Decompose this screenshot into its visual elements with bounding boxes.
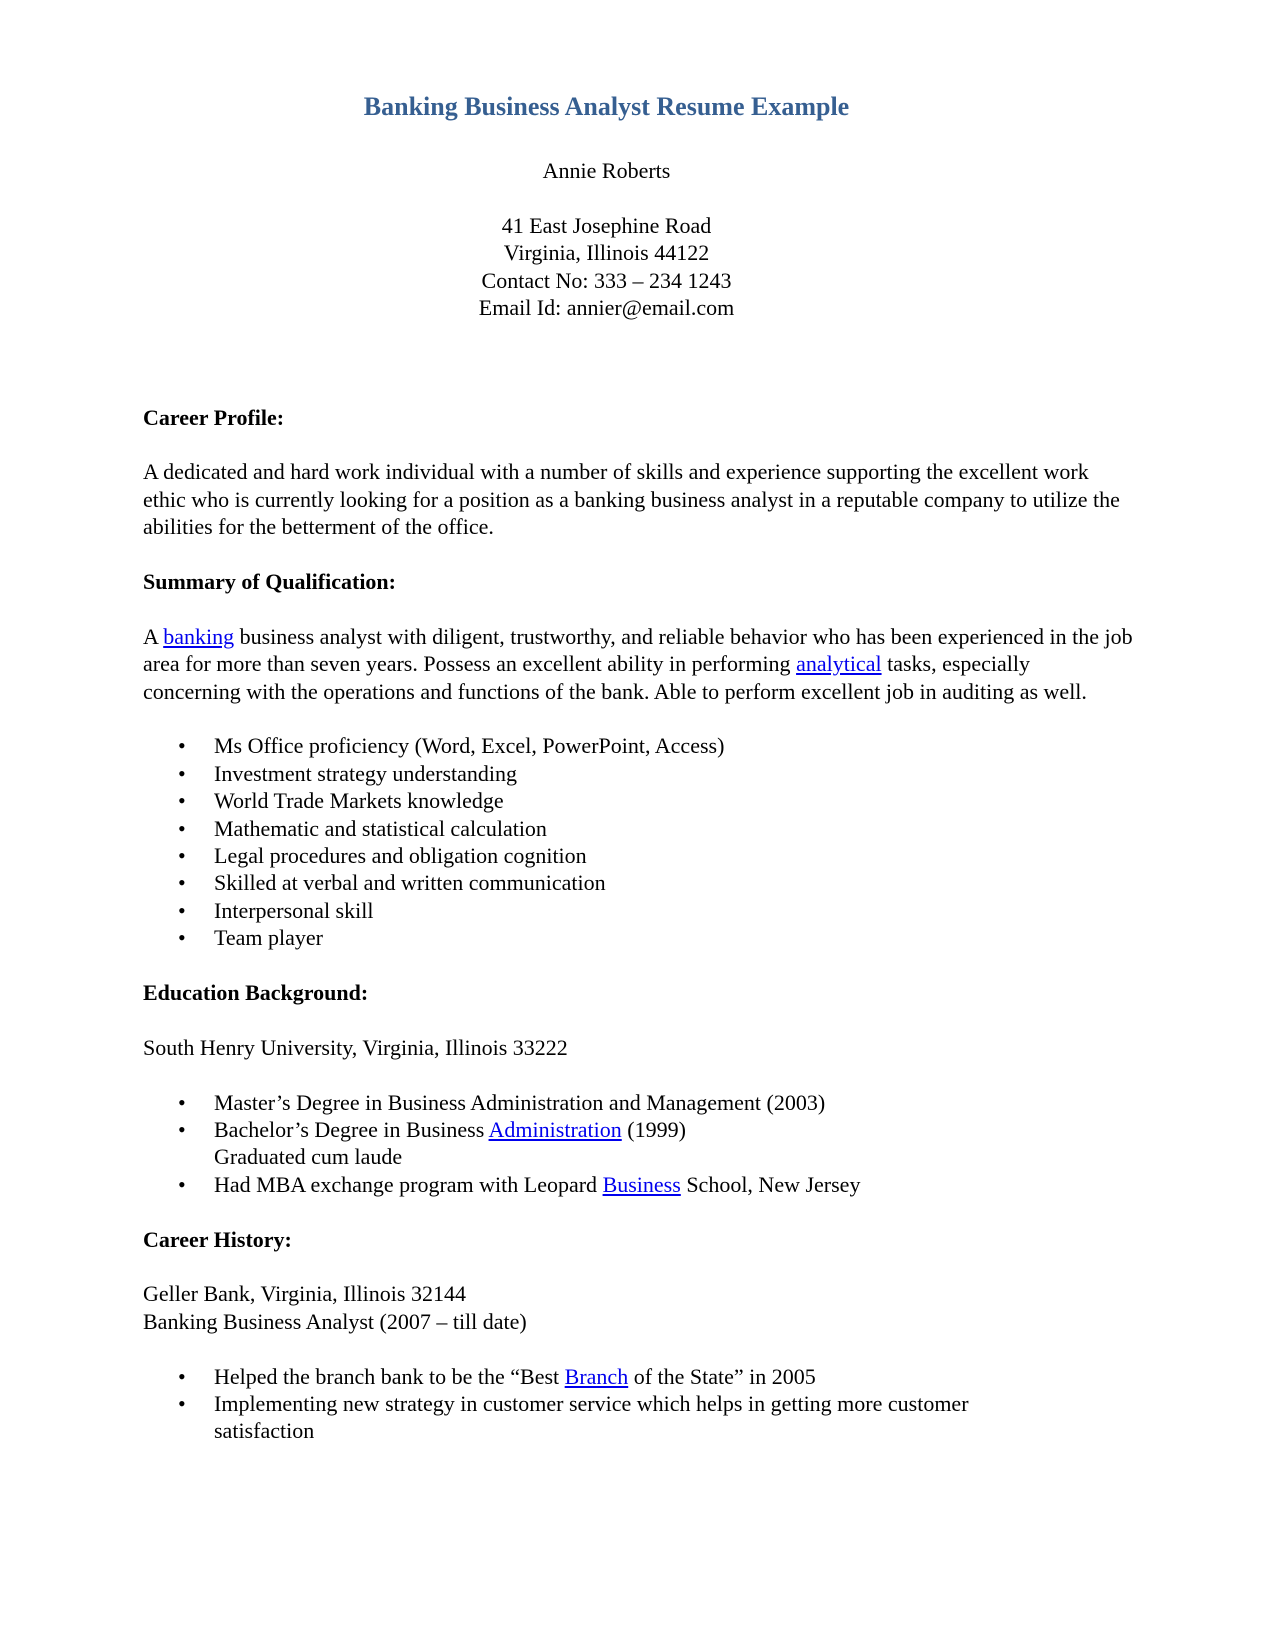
summary-text (143, 623, 1133, 705)
list-item: • Master’s Degree in Business Administration and Management (2003) (143, 1089, 1133, 1116)
career-profile-heading: Career Profile: (143, 404, 285, 430)
list-item: • World Trade Markets knowledge (143, 787, 1133, 814)
branch-link[interactable]: Branch (564, 1363, 629, 1389)
list-item: • Mathematic and statistical calculation (143, 815, 1133, 842)
career-profile-text: A dedicated and hard work individual with a number of skills and experience supporting the excellent work ethic who is currently looking for a position as a banking business analyst in a reputable company to utilize the abilities for the betterment of the office. (143, 459, 1120, 540)
analytical-link[interactable]: analytical (796, 651, 882, 677)
address-line: 41 East Josephine Road (501, 212, 712, 238)
text: of the State” in 2005 (628, 1363, 816, 1389)
education-heading: Education Background: (143, 980, 369, 1006)
contact-number: Contact No: 333 – 234 1243 (481, 267, 732, 293)
list-item (143, 1171, 1133, 1198)
list-item: • Investment strategy understanding (143, 760, 1133, 787)
resume-body (143, 157, 1133, 1472)
text: (1999) (621, 1117, 686, 1143)
employer: Geller Bank, Virginia, Illinois 32144 (143, 1281, 466, 1307)
text: Helped the branch bank to be the “Best (214, 1363, 565, 1389)
career-list (143, 1363, 1133, 1445)
document-title: Banking Business Analyst Resume Example (363, 92, 850, 121)
business-link[interactable]: Business (602, 1171, 681, 1197)
text: Bachelor’s Degree in Business (214, 1117, 489, 1143)
text: Graduated cum laude (214, 1144, 403, 1170)
education-list (143, 1089, 1133, 1199)
summary-heading: Summary of Qualification: (143, 569, 396, 595)
skills-list (143, 732, 1133, 951)
list-item: • Implementing new strategy in customer service which helps in getting more customer satisfaction (143, 1390, 1044, 1445)
text: business analyst with diligent, trustworthy, and reliable behavior who has been experienced in the job area for more than seven years. Possess an excellent ability in performing (143, 623, 1133, 677)
career-history-heading: Career History: (143, 1226, 292, 1252)
banking-link[interactable]: banking (163, 623, 235, 649)
list-item: • Ms Office proficiency (Word, Excel, PowerPoint, Access) (143, 732, 1133, 759)
list-item: • Skilled at verbal and written communication (143, 869, 1133, 896)
school: South Henry University, Virginia, Illinois 33222 (143, 1034, 568, 1060)
list-item: • Legal procedures and obligation cognition (143, 842, 1133, 869)
contact-block (143, 212, 1070, 322)
text: School, New Jersey (680, 1171, 861, 1197)
list-item (143, 1363, 1133, 1390)
list-item (143, 1116, 1133, 1171)
email: Email Id: annier@email.com (478, 295, 735, 321)
text: tasks, especially concerning with the operations and functions of the bank. Able to perform excellent job in auditing as well. (143, 651, 1087, 704)
administration-link[interactable]: Administration (488, 1117, 622, 1143)
list-item: • Team player (143, 924, 1133, 951)
candidate-name: Annie Roberts (542, 158, 671, 183)
city-line: Virginia, Illinois 44122 (503, 240, 710, 266)
text: Had MBA exchange program with Leopard (214, 1171, 603, 1197)
text: A (143, 623, 164, 649)
role: Banking Business Analyst (2007 – till date) (143, 1308, 527, 1334)
list-item: • Interpersonal skill (143, 897, 1133, 924)
employer-block (143, 1280, 1133, 1335)
